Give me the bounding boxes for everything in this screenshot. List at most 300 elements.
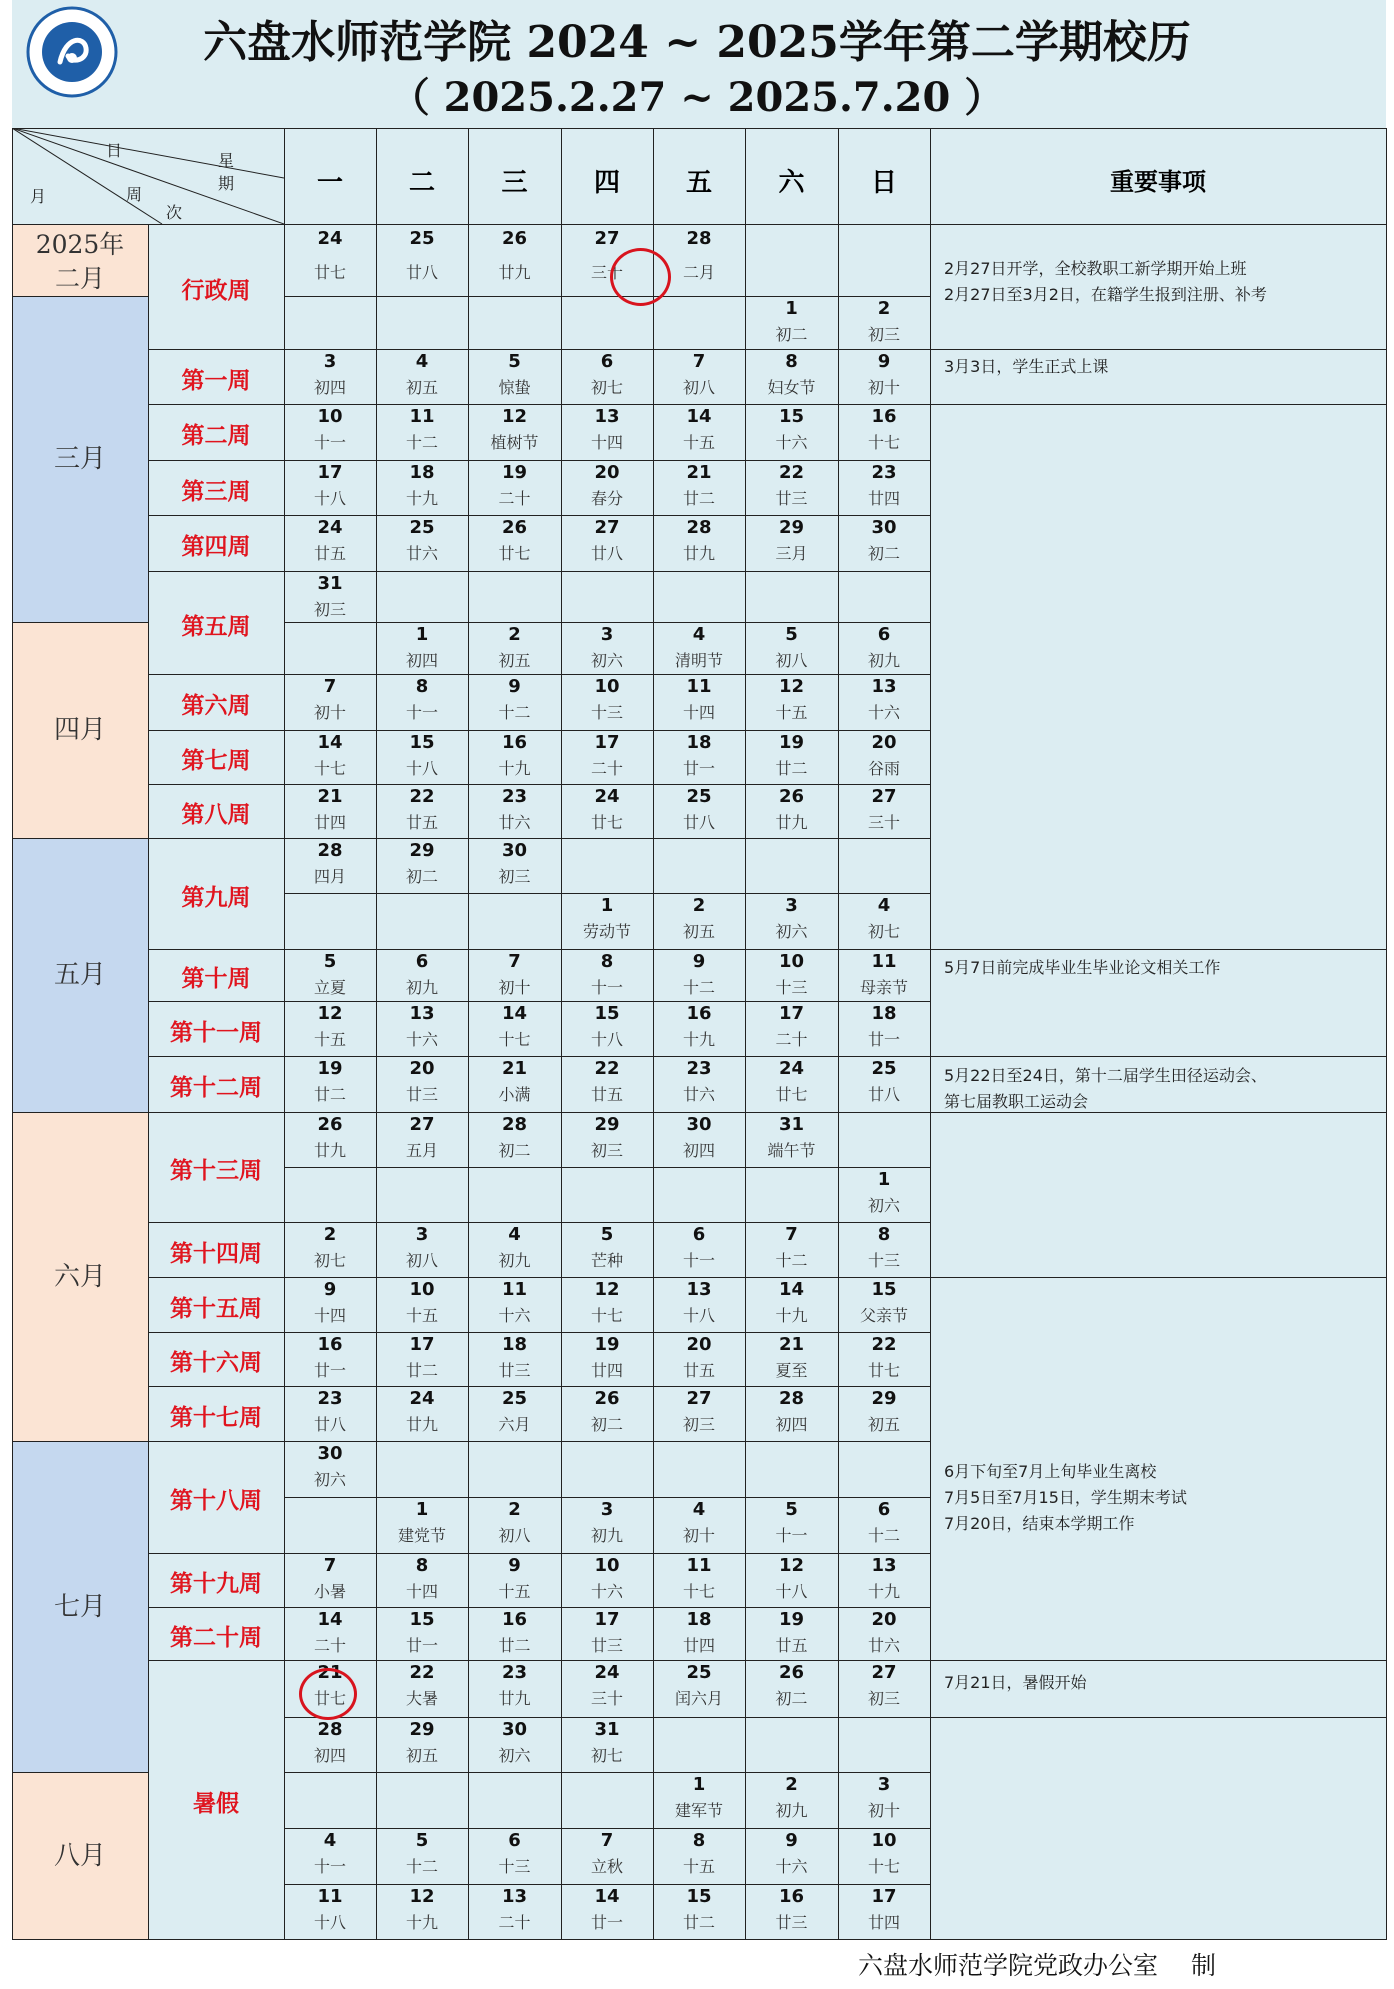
week-label: 第八周 (181, 802, 251, 828)
lunar-date: 十一 (313, 1857, 346, 1876)
day-cell (653, 1717, 746, 1773)
lunar-date: 十二 (775, 1251, 808, 1270)
day-number: 20 (871, 1609, 897, 1630)
day-cell (653, 296, 746, 350)
lunar-date: 十五 (682, 1857, 715, 1876)
week-label: 第二十周 (170, 1625, 262, 1651)
lunar-date: 廿二 (682, 1913, 715, 1932)
lunar-date: 十四 (405, 1582, 438, 1601)
day-number: 16 (871, 406, 897, 427)
day-number: 14 (317, 1609, 343, 1630)
lunar-date: 廿五 (313, 544, 346, 563)
day-number: 6 (508, 1830, 521, 1851)
day-number: 11 (686, 676, 712, 697)
diag-label-day: 日 (106, 141, 123, 160)
day-cell (468, 1772, 562, 1829)
week-label: 第一周 (181, 368, 251, 394)
lunar-date: 初四 (313, 378, 346, 397)
lunar-date: 十二 (682, 978, 715, 997)
month-label: 六月 (53, 1262, 106, 1292)
lunar-date: 初二 (405, 867, 438, 886)
lunar-date: 初十 (867, 378, 900, 397)
day-number: 13 (871, 676, 897, 697)
lunar-date: 初四 (775, 1415, 808, 1434)
day-number: 4 (692, 1499, 706, 1520)
day-number: 5 (785, 624, 798, 645)
lunar-date: 初八 (682, 378, 715, 397)
lunar-date: 廿五 (405, 813, 438, 832)
lunar-date: 初四 (405, 651, 438, 670)
lunar-date: 初六 (775, 922, 808, 941)
day-number: 15 (686, 1886, 712, 1907)
lunar-date: 端午节 (767, 1141, 816, 1160)
day-number: 8 (692, 1830, 706, 1851)
lunar-date: 十六 (498, 1306, 531, 1325)
lunar-date: 十七 (682, 1582, 715, 1601)
lunar-date: 初五 (867, 1415, 900, 1434)
week-label: 第三周 (181, 479, 251, 505)
lunar-date: 初十 (682, 1526, 715, 1545)
lunar-date: 植树节 (490, 433, 539, 452)
lunar-date: 初八 (498, 1526, 531, 1545)
day-number: 7 (323, 1555, 337, 1576)
day-number: 5 (508, 351, 521, 372)
day-number: 10 (409, 1279, 435, 1300)
day-cell (838, 1441, 931, 1498)
week-label: 暑假 (193, 1791, 239, 1817)
day-cell (376, 893, 469, 950)
day-number: 14 (594, 1886, 620, 1907)
lunar-date: 廿四 (682, 1636, 715, 1655)
lunar-date: 父亲节 (859, 1306, 908, 1325)
day-number: 12 (778, 1555, 805, 1576)
notes-cell (930, 1112, 1387, 1278)
lunar-date: 初九 (775, 1801, 808, 1820)
lunar-date: 廿八 (867, 1085, 900, 1104)
lunar-date: 母亲节 (859, 978, 908, 997)
day-number: 23 (686, 1058, 712, 1079)
lunar-date: 廿三 (405, 1085, 438, 1104)
day-cell (284, 296, 377, 350)
lunar-date: 廿七 (775, 1085, 808, 1104)
day-number: 29 (409, 840, 435, 861)
day-number: 9 (508, 1555, 521, 1576)
note-line: 第七届教职工运动会 (944, 1092, 1089, 1111)
day-number: 6 (877, 1499, 891, 1520)
lunar-date: 廿八 (405, 263, 438, 282)
lunar-date: 二十 (775, 1030, 808, 1049)
day-cell (284, 622, 377, 675)
day-number: 8 (415, 676, 429, 697)
lunar-date: 廿五 (590, 1085, 623, 1104)
day-number: 27 (871, 1662, 897, 1683)
lunar-date: 立秋 (590, 1857, 623, 1876)
day-cell (745, 1167, 839, 1223)
day-number: 11 (871, 951, 897, 972)
day-number: 15 (778, 406, 805, 427)
lunar-date: 初三 (867, 1689, 900, 1708)
lunar-date: 廿九 (405, 1415, 438, 1434)
day-number: 17 (871, 1886, 897, 1907)
weekday-label: 五 (685, 168, 712, 198)
lunar-date: 廿七 (867, 1361, 900, 1380)
diag-label-weekday: 星期 (218, 151, 235, 193)
day-number: 26 (594, 1388, 620, 1409)
lunar-date: 十八 (313, 1913, 346, 1932)
note-line: 7月5日至7月15日，学生期末考试 (944, 1488, 1187, 1507)
lunar-date: 初七 (590, 378, 623, 397)
day-cell (653, 571, 746, 623)
day-number: 24 (778, 1058, 805, 1079)
day-number: 7 (785, 1224, 798, 1245)
week-label: 第十七周 (170, 1405, 262, 1431)
lunar-date: 初六 (498, 1746, 531, 1765)
day-number: 25 (686, 1662, 712, 1683)
lunar-date: 廿八 (682, 813, 715, 832)
lunar-date: 十一 (775, 1526, 808, 1545)
lunar-date: 建军节 (674, 1801, 723, 1820)
lunar-date: 二月 (682, 263, 715, 282)
lunar-date: 十七 (867, 1857, 900, 1876)
lunar-date: 廿五 (682, 1361, 715, 1380)
day-number: 27 (594, 517, 620, 538)
lunar-date: 三十 (590, 263, 623, 282)
day-cell (745, 1717, 839, 1773)
lunar-date: 初四 (682, 1141, 715, 1160)
day-cell (376, 1167, 469, 1223)
lunar-date: 初二 (775, 1689, 808, 1708)
day-number: 1 (877, 1169, 891, 1190)
month-label: 七月 (53, 1592, 106, 1622)
day-number: 11 (686, 1555, 712, 1576)
weekday-label: 六 (778, 168, 805, 198)
lunar-date: 廿九 (498, 263, 531, 282)
lunar-date: 廿七 (313, 263, 346, 282)
lunar-date: 十五 (405, 1306, 438, 1325)
lunar-date: 立夏 (313, 978, 346, 997)
lunar-date: 廿三 (590, 1636, 623, 1655)
day-number: 21 (686, 462, 712, 483)
day-number: 22 (778, 462, 805, 483)
lunar-date: 十四 (313, 1306, 346, 1325)
day-number: 2 (508, 1499, 521, 1520)
day-number: 13 (501, 1886, 528, 1907)
lunar-date: 闰六月 (674, 1689, 723, 1708)
lunar-date: 初九 (867, 651, 900, 670)
week-label: 第四周 (181, 534, 251, 560)
week-label: 第十一周 (170, 1020, 262, 1046)
day-number: 25 (409, 517, 435, 538)
notes-header: 重要事项 (1110, 168, 1206, 196)
lunar-date: 廿九 (775, 813, 808, 832)
note-line: 2月27日开学，全校教职工新学期开始上班 (944, 259, 1247, 278)
day-cell (376, 1441, 469, 1498)
day-number: 30 (501, 1719, 528, 1740)
day-number: 14 (778, 1279, 805, 1300)
day-cell (838, 1717, 931, 1773)
day-number: 27 (871, 786, 897, 807)
day-number: 18 (686, 732, 712, 753)
month-label: 五月 (53, 960, 106, 990)
lunar-date: 十六 (867, 703, 900, 722)
day-number: 5 (415, 1830, 429, 1851)
week-label: 第六周 (181, 693, 251, 719)
day-number: 3 (785, 895, 798, 916)
lunar-date: 廿四 (867, 1913, 900, 1932)
weekday-label: 日 (870, 168, 897, 198)
lunar-date: 三十 (867, 813, 900, 832)
day-number: 2 (692, 895, 706, 916)
lunar-date: 廿二 (498, 1636, 531, 1655)
day-number: 3 (600, 1499, 614, 1520)
week-label: 第十九周 (170, 1571, 262, 1597)
day-number: 9 (877, 351, 891, 372)
lunar-date: 十二 (405, 433, 438, 452)
week-label: 第二周 (181, 423, 251, 449)
day-cell (376, 296, 469, 350)
lunar-date: 十六 (405, 1030, 438, 1049)
lunar-date: 初三 (590, 1141, 623, 1160)
day-number: 15 (409, 1609, 435, 1630)
day-number: 16 (501, 1609, 528, 1630)
day-cell (561, 1167, 654, 1223)
lunar-date: 十七 (498, 1030, 531, 1049)
lunar-date: 三十 (590, 1689, 623, 1708)
lunar-date: 廿一 (867, 1030, 900, 1049)
day-number: 8 (600, 951, 614, 972)
lunar-date: 初三 (498, 867, 531, 886)
day-cell (745, 838, 839, 894)
day-number: 27 (409, 1114, 435, 1135)
day-cell (284, 1497, 377, 1554)
footer-issuer: 六盘水师范学院党政办公室 制 (858, 1951, 1216, 1980)
day-number: 23 (501, 786, 528, 807)
day-cell (376, 1772, 469, 1829)
lunar-date: 春分 (590, 489, 623, 508)
lunar-date: 十二 (498, 703, 531, 722)
lunar-date: 十五 (682, 433, 715, 452)
day-number: 5 (600, 1224, 614, 1245)
lunar-date: 廿一 (405, 1636, 438, 1655)
day-number: 26 (778, 1662, 805, 1683)
notes-cell (930, 1717, 1387, 1940)
day-number: 15 (871, 1279, 897, 1300)
diag-label-order: 次 (166, 203, 183, 222)
day-number: 23 (317, 1388, 343, 1409)
lunar-date: 夏至 (775, 1361, 808, 1380)
lunar-date: 十五 (498, 1582, 531, 1601)
highlight-circle (610, 248, 671, 306)
day-number: 16 (686, 1003, 712, 1024)
lunar-date: 十一 (405, 703, 438, 722)
day-number: 28 (317, 1719, 343, 1740)
lunar-date: 十九 (405, 1913, 438, 1932)
lunar-date: 十七 (590, 1306, 623, 1325)
lunar-date: 大暑 (405, 1689, 438, 1708)
day-number: 25 (501, 1388, 528, 1409)
lunar-date: 初五 (405, 1746, 438, 1765)
day-cell (468, 1167, 562, 1223)
lunar-date: 初二 (590, 1415, 623, 1434)
day-number: 28 (686, 228, 712, 249)
week-label: 第十五周 (170, 1296, 262, 1322)
lunar-date: 小满 (498, 1085, 531, 1104)
day-cell (284, 1167, 377, 1223)
day-number: 20 (409, 1058, 435, 1079)
page-title: 六盘水师范学院 2024 ~ 2025学年第二学期校历 (203, 17, 1191, 68)
week-label: 第七周 (181, 748, 251, 774)
note-line: 3月3日，学生正式上课 (944, 357, 1109, 376)
day-cell (745, 571, 839, 623)
day-number: 13 (409, 1003, 435, 1024)
day-number: 14 (501, 1003, 528, 1024)
day-cell (838, 224, 931, 297)
weekday-label: 四 (593, 168, 620, 198)
week-label: 第九周 (181, 885, 251, 911)
day-number: 1 (785, 298, 798, 319)
day-number: 18 (501, 1334, 528, 1355)
note-line: 6月下旬至7月上旬毕业生离校 (944, 1462, 1157, 1481)
day-cell (561, 838, 654, 894)
lunar-date: 十二 (867, 1526, 900, 1545)
lunar-date: 初五 (498, 651, 531, 670)
lunar-date: 廿三 (498, 1361, 531, 1380)
day-number: 12 (409, 1886, 435, 1907)
day-number: 23 (501, 1662, 528, 1683)
lunar-date: 廿六 (498, 813, 531, 832)
day-cell (653, 1167, 746, 1223)
day-number: 3 (877, 1774, 891, 1795)
lunar-date: 二十 (313, 1636, 346, 1655)
day-number: 2 (323, 1224, 337, 1245)
day-number: 1 (415, 1499, 429, 1520)
day-number: 17 (594, 1609, 620, 1630)
lunar-date: 十一 (682, 1251, 715, 1270)
day-number: 6 (692, 1224, 706, 1245)
lunar-date: 十八 (682, 1306, 715, 1325)
day-number: 15 (594, 1003, 620, 1024)
lunar-date: 五月 (405, 1141, 438, 1160)
day-cell (561, 1772, 654, 1829)
day-number: 6 (877, 624, 891, 645)
day-number: 22 (871, 1334, 897, 1355)
day-number: 9 (323, 1279, 337, 1300)
lunar-date: 三月 (775, 544, 808, 563)
day-number: 25 (686, 786, 712, 807)
lunar-date: 廿七 (590, 813, 623, 832)
day-number: 7 (508, 951, 521, 972)
day-number: 27 (594, 228, 620, 249)
day-number: 26 (778, 786, 805, 807)
lunar-date: 初四 (313, 1746, 346, 1765)
note-line: 7月20日，结束本学期工作 (944, 1514, 1135, 1533)
day-number: 25 (409, 228, 435, 249)
day-number: 18 (409, 462, 435, 483)
lunar-date: 十五 (775, 703, 808, 722)
day-number: 12 (501, 406, 528, 427)
day-cell (561, 1441, 654, 1498)
day-cell (468, 1441, 562, 1498)
day-number: 10 (317, 406, 343, 427)
day-number: 30 (686, 1114, 712, 1135)
lunar-date: 廿六 (867, 1636, 900, 1655)
lunar-date: 初三 (867, 325, 900, 344)
day-cell (653, 1441, 746, 1498)
day-number: 7 (692, 351, 706, 372)
day-number: 29 (409, 1719, 435, 1740)
day-number: 19 (501, 462, 528, 483)
day-number: 11 (317, 1886, 343, 1907)
lunar-date: 十二 (405, 1857, 438, 1876)
day-number: 12 (594, 1279, 620, 1300)
day-number: 3 (415, 1224, 429, 1245)
day-number: 18 (686, 1609, 712, 1630)
day-number: 17 (409, 1334, 435, 1355)
day-number: 26 (501, 228, 528, 249)
day-number: 2 (508, 624, 521, 645)
day-number: 22 (409, 786, 435, 807)
lunar-date: 十八 (590, 1030, 623, 1049)
day-number: 24 (317, 517, 343, 538)
lunar-date: 廿九 (313, 1141, 346, 1160)
lunar-date: 十八 (405, 759, 438, 778)
day-number: 19 (778, 732, 805, 753)
day-cell (561, 571, 654, 623)
day-number: 19 (594, 1334, 620, 1355)
diag-label-month: 月 (30, 187, 47, 206)
lunar-date: 十三 (590, 703, 623, 722)
day-number: 25 (871, 1058, 897, 1079)
day-number: 3 (323, 351, 337, 372)
lunar-date: 初七 (590, 1746, 623, 1765)
day-number: 13 (594, 406, 620, 427)
lunar-date: 二十 (498, 489, 531, 508)
week-label: 第十六周 (170, 1350, 262, 1376)
day-number: 4 (508, 1224, 521, 1245)
day-number: 24 (409, 1388, 435, 1409)
lunar-date: 初十 (867, 1801, 900, 1820)
lunar-date: 廿四 (867, 489, 900, 508)
day-number: 1 (600, 895, 614, 916)
notes-cell (930, 404, 1387, 950)
day-number: 12 (317, 1003, 343, 1024)
weekday-label: 二 (408, 168, 435, 198)
lunar-date: 初七 (313, 1251, 346, 1270)
day-number: 31 (778, 1114, 805, 1135)
lunar-date: 六月 (498, 1415, 531, 1434)
day-number: 23 (871, 462, 897, 483)
lunar-date: 初十 (313, 703, 346, 722)
day-cell (468, 296, 562, 350)
note-line: 5月7日前完成毕业生毕业论文相关工作 (944, 958, 1221, 977)
lunar-date: 二十 (590, 759, 623, 778)
lunar-date: 廿八 (590, 544, 623, 563)
lunar-date: 十九 (498, 759, 531, 778)
lunar-date: 十七 (867, 433, 900, 452)
lunar-date: 十三 (775, 978, 808, 997)
lunar-date: 初二 (775, 325, 808, 344)
lunar-date: 十一 (313, 433, 346, 452)
day-cell (376, 571, 469, 623)
lunar-date: 初三 (682, 1415, 715, 1434)
month-label: 2025年 二月 (35, 230, 125, 293)
lunar-date: 十九 (682, 1030, 715, 1049)
lunar-date: 廿二 (313, 1085, 346, 1104)
day-number: 7 (323, 676, 337, 697)
note-line: 2月27日至3月2日，在籍学生报到注册、补考 (944, 285, 1267, 304)
week-label: 第十八周 (170, 1488, 262, 1514)
lunar-date: 芒种 (590, 1251, 623, 1270)
